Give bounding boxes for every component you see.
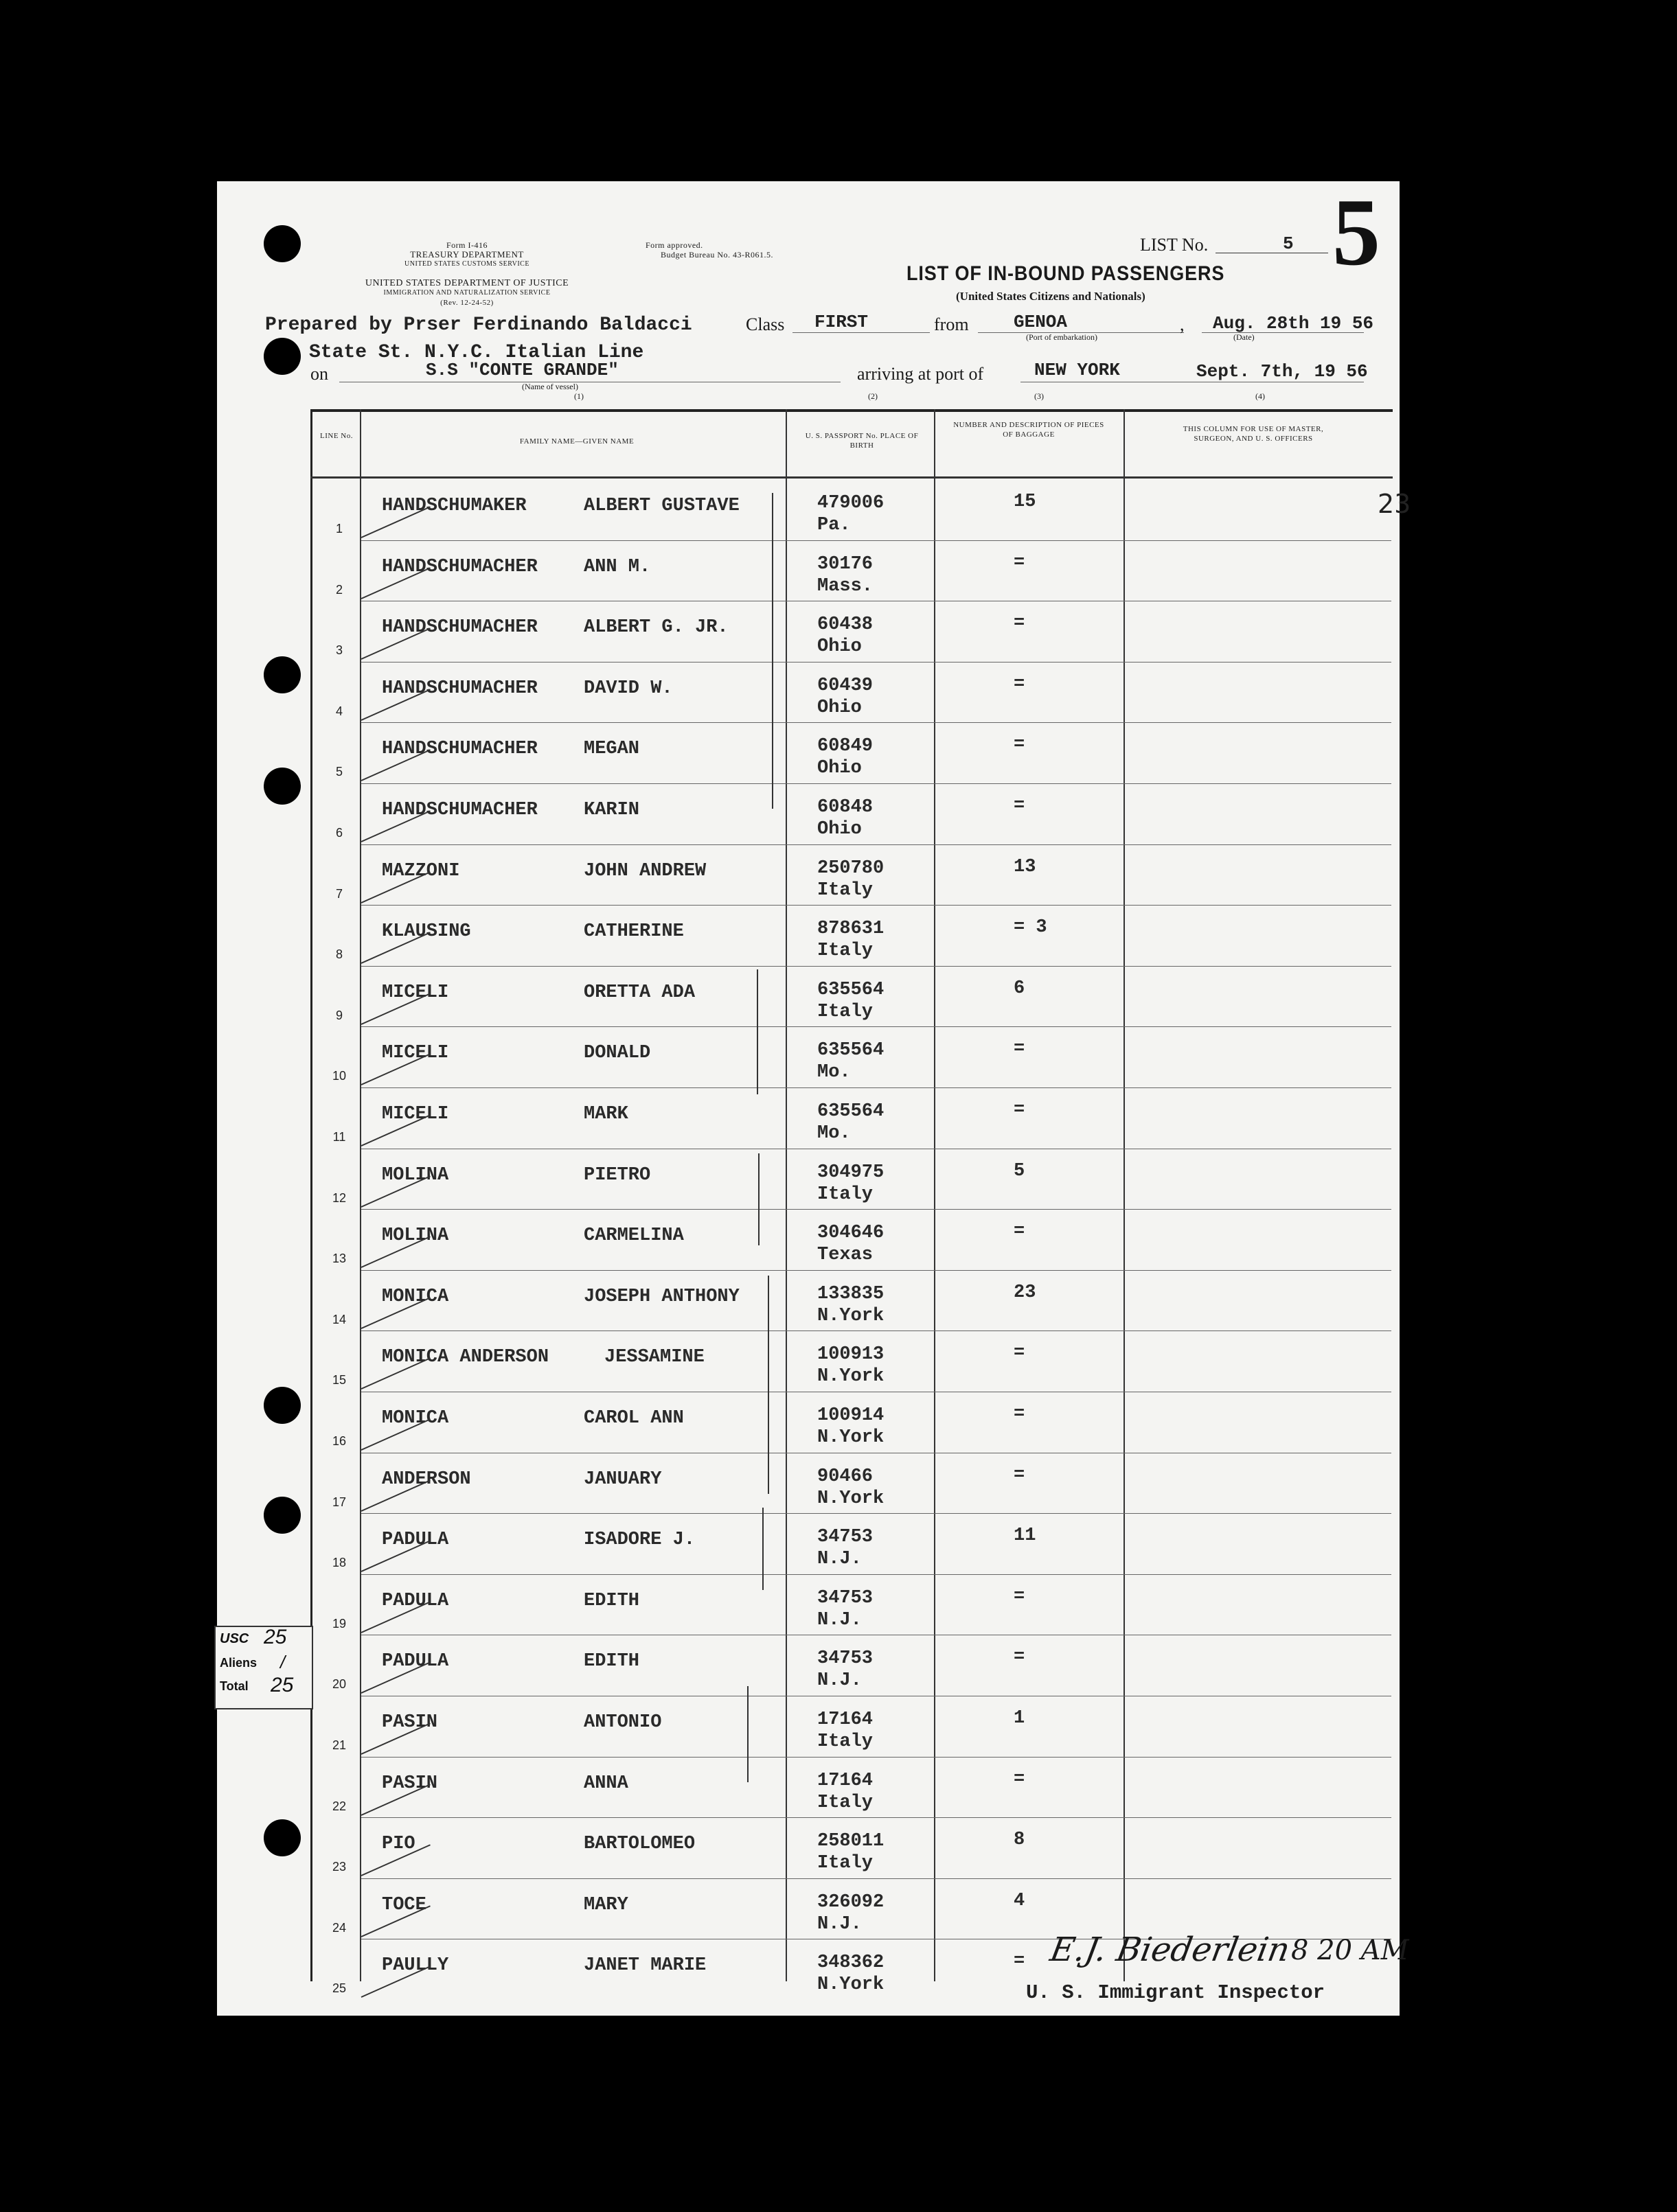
- passport-number: 100913: [817, 1344, 885, 1366]
- place-of-birth: Pa.: [817, 515, 851, 535]
- row-separator: [361, 722, 1391, 723]
- given-name: JOHN ANDREW: [584, 860, 707, 882]
- place-of-birth: N.J.: [817, 1913, 862, 1935]
- baggage-count: =: [1014, 613, 1025, 634]
- from-label: from: [934, 314, 969, 334]
- family-name: PAULLY: [382, 1955, 449, 1977]
- passport-number: 258011: [817, 1831, 885, 1852]
- given-name: JOSEPH ANTHONY: [584, 1286, 740, 1307]
- inspector-title: U. S. Immigrant Inspector: [1026, 1981, 1325, 2004]
- line-number: 16: [332, 1434, 347, 1448]
- punch-hole: [264, 1819, 301, 1856]
- place-of-birth: N.York: [817, 1427, 885, 1448]
- passport-number: 304975: [817, 1162, 885, 1183]
- line-number: 11: [332, 1130, 346, 1144]
- family-bracket: [757, 969, 758, 1094]
- departure-date: Aug. 28th 19 56: [1213, 313, 1374, 334]
- given-name: KARIN: [584, 800, 640, 820]
- col-head-line-no: LINE No.: [320, 432, 353, 440]
- baggage-count: =: [1014, 1951, 1025, 1972]
- row-separator: [361, 966, 1391, 967]
- given-name: CATHERINE: [584, 921, 684, 943]
- punch-hole: [264, 1387, 301, 1424]
- customs-service: UNITED STATES CUSTOMS SERVICE: [404, 260, 529, 268]
- vessel-caption: (Name of vessel): [522, 382, 578, 391]
- place-of-birth: Mass.: [817, 575, 874, 597]
- passport-number: 30176: [817, 553, 874, 575]
- given-name: ANN M.: [584, 556, 651, 577]
- place-of-birth: N.J.: [817, 1549, 862, 1570]
- vessel-name: S.S "CONTE GRANDE": [426, 360, 619, 380]
- family-bracket: [768, 1276, 769, 1494]
- punch-hole: [264, 225, 301, 262]
- given-name: MEGAN: [584, 739, 640, 760]
- given-name: JESSAMINE: [604, 1347, 705, 1368]
- place-of-birth: Italy: [817, 1001, 874, 1022]
- line-number: 1: [335, 522, 343, 535]
- row-separator: [361, 662, 1391, 663]
- baggage-count: =: [1014, 1769, 1025, 1790]
- baggage-count: =: [1014, 735, 1025, 756]
- family-name: PASIN: [382, 1712, 438, 1733]
- family-name: PADULA: [382, 1590, 449, 1611]
- family-name: MONICA: [382, 1286, 449, 1307]
- place-of-birth: N.York: [817, 1366, 885, 1387]
- passport-number: 34753: [817, 1648, 874, 1670]
- family-name: MICELI: [382, 1104, 449, 1125]
- place-of-birth: Italy: [817, 1792, 874, 1813]
- place-of-birth: Mo.: [817, 1123, 851, 1144]
- punch-hole: [264, 338, 301, 375]
- given-name: DONALD: [584, 1043, 651, 1064]
- passport-number: 34753: [817, 1527, 874, 1548]
- place-of-birth: Mo.: [817, 1062, 851, 1083]
- baggage-count: 13: [1014, 856, 1036, 877]
- line-number: 21: [332, 1738, 347, 1752]
- place-of-birth: N.J.: [817, 1609, 862, 1631]
- family-name: MONICA: [382, 1408, 449, 1429]
- given-name: CARMELINA: [584, 1225, 684, 1247]
- family-name: PADULA: [382, 1651, 449, 1672]
- line-number: 17: [332, 1495, 347, 1509]
- given-name: JANET MARIE: [584, 1955, 707, 1977]
- passport-number: 326092: [817, 1891, 885, 1913]
- passport-number: 304646: [817, 1223, 885, 1244]
- given-name: MARK: [584, 1104, 628, 1125]
- given-name: CAROL ANN: [584, 1408, 684, 1429]
- arriving-label: arriving at port of: [857, 364, 984, 384]
- punch-hole: [264, 768, 301, 805]
- class-label: Class: [746, 314, 785, 334]
- place-of-birth: Ohio: [817, 819, 862, 840]
- row-separator: [361, 1574, 1391, 1575]
- baggage-count: 5: [1014, 1160, 1025, 1182]
- given-name: ORETTA ADA: [584, 982, 696, 1003]
- row-separator: [361, 1087, 1391, 1088]
- port-of-embarkation: GENOA: [1014, 312, 1068, 332]
- line-number: 3: [335, 643, 343, 658]
- passport-number: 17164: [817, 1709, 874, 1730]
- prepared-address: State St. N.Y.C. Italian Line: [309, 342, 644, 363]
- row-separator: [361, 844, 1391, 845]
- family-name: MOLINA: [382, 1164, 449, 1186]
- total-label: Total: [220, 1679, 249, 1693]
- baggage-count: =: [1014, 552, 1025, 573]
- passport-number: 635564: [817, 979, 885, 1000]
- row-separator: [361, 1878, 1391, 1879]
- prepared-by: Prepared by Prser Ferdinando Baldacci: [265, 314, 692, 336]
- passport-number: 878631: [817, 919, 885, 940]
- baggage-count: = 3: [1014, 917, 1047, 938]
- line-col-rule: [360, 409, 361, 1981]
- line-number: 18: [332, 1556, 347, 1570]
- passport-number: 60439: [817, 675, 874, 696]
- family-name: MONICA ANDERSON: [382, 1347, 549, 1368]
- table-top-rule: [310, 409, 1393, 412]
- col-head-name: FAMILY NAME—GIVEN NAME: [519, 437, 635, 446]
- ins-service: IMMIGRATION AND NATURALIZATION SERVICE: [383, 289, 551, 297]
- row-separator: [361, 905, 1391, 906]
- row-separator: [361, 783, 1391, 784]
- form-title: LIST OF IN-BOUND PASSENGERS: [906, 262, 1225, 285]
- row-separator: [361, 1330, 1391, 1331]
- col-4-caption: (4): [1255, 391, 1265, 401]
- passport-number: 100914: [817, 1405, 885, 1426]
- family-name: HANDSCHUMACHER: [382, 739, 538, 760]
- passport-col-rule: [934, 409, 935, 1981]
- class-underline: [792, 332, 930, 333]
- family-name: KLAUSING: [382, 921, 471, 943]
- given-name: ALBERT GUSTAVE: [584, 496, 740, 516]
- line-number: 20: [332, 1677, 347, 1692]
- total-value: 25: [271, 1674, 294, 1696]
- family-name: HANDSCHUMACHER: [382, 556, 538, 577]
- line-number: 13: [332, 1252, 347, 1266]
- place-of-birth: N.York: [817, 1305, 885, 1326]
- place-of-birth: Italy: [817, 1184, 874, 1205]
- form-subtitle: (United States Citizens and Nationals): [956, 290, 1145, 303]
- baggage-count: 23: [1014, 1282, 1036, 1303]
- usc-label: USC: [220, 1631, 249, 1646]
- name-col-rule: [786, 409, 787, 1981]
- line-number: 14: [332, 1312, 347, 1326]
- family-name: HANDSCHUMAKER: [382, 496, 527, 516]
- date-caption: (Date): [1233, 332, 1255, 342]
- form-sheet: [217, 181, 1400, 2016]
- line-number: 23: [332, 1860, 347, 1874]
- row-separator: [361, 1757, 1391, 1758]
- given-name: ISADORE J.: [584, 1530, 696, 1551]
- place-of-birth: N.York: [817, 1488, 885, 1509]
- given-name: BARTOLOMEO: [584, 1834, 696, 1855]
- given-name: JANUARY: [584, 1468, 662, 1490]
- family-name: MICELI: [382, 982, 449, 1003]
- usc-value: 25: [264, 1626, 287, 1648]
- form-approved: Form approved.: [646, 240, 703, 250]
- family-name: TOCE: [382, 1894, 426, 1915]
- baggage-count: =: [1014, 1464, 1025, 1486]
- passport-number: 60438: [817, 614, 874, 636]
- family-name: MICELI: [382, 1043, 449, 1064]
- line-number: 24: [332, 1920, 347, 1935]
- row-separator: [361, 1026, 1391, 1027]
- treasury-department: TREASURY DEPARTMENT: [410, 249, 524, 260]
- row-separator: [361, 1513, 1391, 1514]
- row-separator: [361, 1270, 1391, 1271]
- list-big-number: 5: [1332, 179, 1380, 286]
- arrival-date: Sept. 7th, 19 56: [1196, 361, 1368, 382]
- inspection-time: 8 20 AM: [1291, 1935, 1409, 1966]
- given-name: PIETRO: [584, 1164, 651, 1186]
- line-number: 12: [332, 1190, 347, 1205]
- table-left-rule: [310, 409, 312, 1981]
- place-of-birth: Italy: [817, 879, 874, 901]
- line-number: 5: [335, 765, 343, 779]
- passport-number: 34753: [817, 1587, 874, 1609]
- baggage-count: =: [1014, 673, 1025, 695]
- family-name: MAZZONI: [382, 860, 460, 882]
- list-no-label: LIST No.: [1140, 235, 1209, 255]
- baggage-count: 8: [1014, 1830, 1025, 1851]
- place-of-birth: Italy: [817, 941, 874, 962]
- baggage-col-rule: [1123, 409, 1125, 1981]
- line-number: 6: [335, 826, 343, 840]
- line-number: 4: [335, 704, 343, 718]
- baggage-count: =: [1014, 1404, 1025, 1425]
- margin-number: 23: [1378, 489, 1411, 519]
- form-revision: (Rev. 12-24-52): [440, 299, 494, 307]
- col-3-caption: (3): [1034, 391, 1044, 401]
- on-label: on: [310, 364, 328, 384]
- passport-number: 90466: [817, 1466, 874, 1487]
- place-of-birth: Ohio: [817, 636, 862, 658]
- passport-number: 17164: [817, 1770, 874, 1791]
- passport-number: 635564: [817, 1040, 885, 1061]
- col-1-caption: (1): [574, 391, 584, 401]
- col-head-passport: U. S. PASSPORT No. PLACE OF BIRTH: [805, 432, 919, 450]
- baggage-count: =: [1014, 1100, 1025, 1120]
- class-value: FIRST: [814, 312, 869, 332]
- passport-number: 250780: [817, 857, 885, 879]
- line-number: 25: [332, 1981, 347, 1996]
- family-name: HANDSCHUMACHER: [382, 617, 538, 638]
- baggage-count: =: [1014, 1343, 1025, 1364]
- family-name: PASIN: [382, 1773, 438, 1794]
- line-number: 22: [332, 1799, 347, 1813]
- baggage-count: =: [1014, 1586, 1025, 1607]
- punch-hole: [264, 656, 301, 693]
- given-name: EDITH: [584, 1590, 640, 1611]
- aliens-value: /: [280, 1652, 286, 1672]
- row-separator: [361, 540, 1391, 541]
- baggage-count: 1: [1014, 1708, 1025, 1729]
- passport-number: 635564: [817, 1101, 885, 1122]
- place-of-birth: N.York: [817, 1974, 885, 1996]
- aliens-label: Aliens: [220, 1656, 258, 1670]
- family-name: PIO: [382, 1834, 415, 1855]
- line-number: 19: [332, 1616, 347, 1631]
- family-name: ANDERSON: [382, 1468, 471, 1490]
- baggage-count: 11: [1014, 1525, 1036, 1547]
- line-number: 15: [332, 1373, 347, 1387]
- given-name: ANNA: [584, 1773, 628, 1794]
- family-name: PADULA: [382, 1530, 449, 1551]
- col-head-baggage: NUMBER AND DESCRIPTION OF PIECES OF BAGGAGE: [953, 421, 1104, 439]
- form-number: Form I-416: [446, 240, 488, 250]
- given-name: ALBERT G. JR.: [584, 617, 729, 638]
- family-bracket: [762, 1508, 764, 1590]
- budget-bureau: Budget Bureau No. 43-R061.5.: [661, 250, 773, 260]
- baggage-count: =: [1014, 1039, 1025, 1060]
- given-name: DAVID W.: [584, 678, 673, 699]
- line-number: 2: [335, 582, 343, 597]
- baggage-count: 4: [1014, 1890, 1025, 1911]
- given-name: MARY: [584, 1894, 628, 1915]
- place-of-birth: Texas: [817, 1245, 874, 1266]
- family-name: HANDSCHUMACHER: [382, 800, 538, 820]
- col-2-caption: (2): [868, 391, 878, 401]
- given-name: ANTONIO: [584, 1712, 662, 1733]
- line-number: 10: [332, 1069, 347, 1083]
- line-number: 8: [335, 947, 343, 962]
- list-no-value: 5: [1283, 233, 1294, 254]
- baggage-count: 15: [1014, 492, 1036, 512]
- place-of-birth: Italy: [817, 1731, 874, 1752]
- line-number: 7: [335, 886, 343, 901]
- passport-number: 133835: [817, 1283, 885, 1304]
- family-bracket: [772, 493, 773, 809]
- comma: ,: [1180, 314, 1185, 334]
- place-of-birth: N.J.: [817, 1670, 862, 1692]
- col-head-officers: THIS COLUMN FOR USE OF MASTER, SURGEON, AND U. S. OFFICERS: [1183, 425, 1324, 443]
- place-of-birth: Italy: [817, 1853, 874, 1874]
- passport-number: 479006: [817, 493, 885, 514]
- row-separator: [361, 1209, 1391, 1210]
- punch-hole: [264, 1497, 301, 1534]
- tally-stamp: [214, 1626, 313, 1709]
- passport-number: 60849: [817, 736, 874, 757]
- line-number: 9: [335, 1008, 343, 1022]
- baggage-count: =: [1014, 1221, 1025, 1243]
- place-of-birth: Ohio: [817, 697, 862, 718]
- family-bracket: [747, 1686, 749, 1782]
- place-of-birth: Ohio: [817, 758, 862, 779]
- family-name: HANDSCHUMACHER: [382, 678, 538, 699]
- given-name: EDITH: [584, 1651, 640, 1672]
- family-bracket: [758, 1153, 760, 1245]
- passport-number: 60848: [817, 797, 874, 818]
- department-of-justice: UNITED STATES DEPARTMENT OF JUSTICE: [365, 278, 569, 288]
- baggage-count: =: [1014, 1647, 1025, 1668]
- inspector-signature: E.J. Biederlein: [1047, 1931, 1293, 1969]
- arrival-port: NEW YORK: [1034, 360, 1120, 380]
- family-name: MOLINA: [382, 1225, 449, 1247]
- embark-caption: (Port of embarkation): [1026, 332, 1097, 342]
- baggage-count: 6: [1014, 978, 1025, 999]
- passport-number: 348362: [817, 1952, 885, 1974]
- row-separator: [361, 1817, 1391, 1818]
- baggage-count: =: [1014, 796, 1025, 816]
- header-bottom-rule: [310, 476, 1393, 479]
